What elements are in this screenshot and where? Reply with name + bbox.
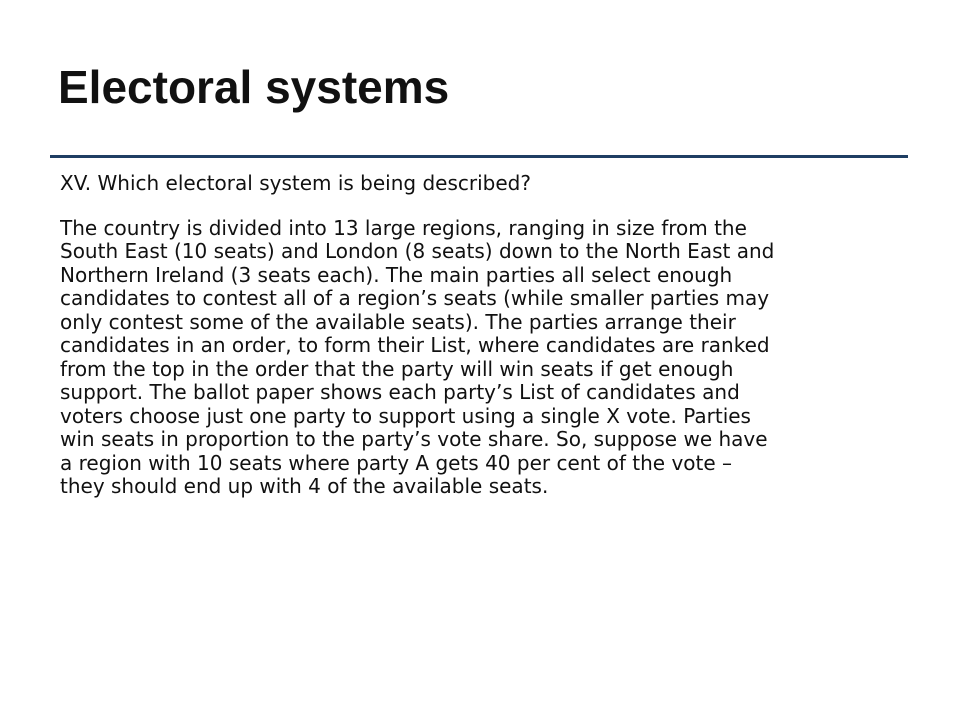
description-line: a region with 10 seats where party A gets 40 per cent of the vote – xyxy=(60,450,733,475)
description-line: South East (10 seats) and London (8 seats) down to the North East and xyxy=(60,239,775,263)
description-line: from the top in the order that the party will win seats if get enough xyxy=(60,356,734,381)
description-line: Northern Ireland (3 seats each). The main parties all select enough xyxy=(60,262,733,287)
description-line: candidates to contest all of a region’s seats (while smaller parties may xyxy=(60,286,770,310)
slide-content xyxy=(60,172,912,702)
description-line: win seats in proportion to the party’s vote share. So, suppose we have xyxy=(60,427,768,451)
description-line: only contest some of the available seats). The parties arrange their xyxy=(60,309,736,334)
description-line: voters choose just one party to support using a single X vote. Parties xyxy=(60,403,751,428)
description-line: The country is divided into 13 large regions, ranging in size from the xyxy=(60,215,747,240)
description-line: candidates in an order, to form their List, where candidates are ranked xyxy=(60,333,770,357)
description-line: they should end up with 4 of the available seats. xyxy=(60,474,549,498)
slide-title: Electoral systems xyxy=(58,61,450,113)
title-divider xyxy=(50,155,908,158)
description-paragraph xyxy=(60,217,912,499)
description-line: support. The ballot paper shows each party’s List of candidates and xyxy=(60,380,740,404)
question-text: XV. Which electoral system is being described? xyxy=(60,172,531,195)
